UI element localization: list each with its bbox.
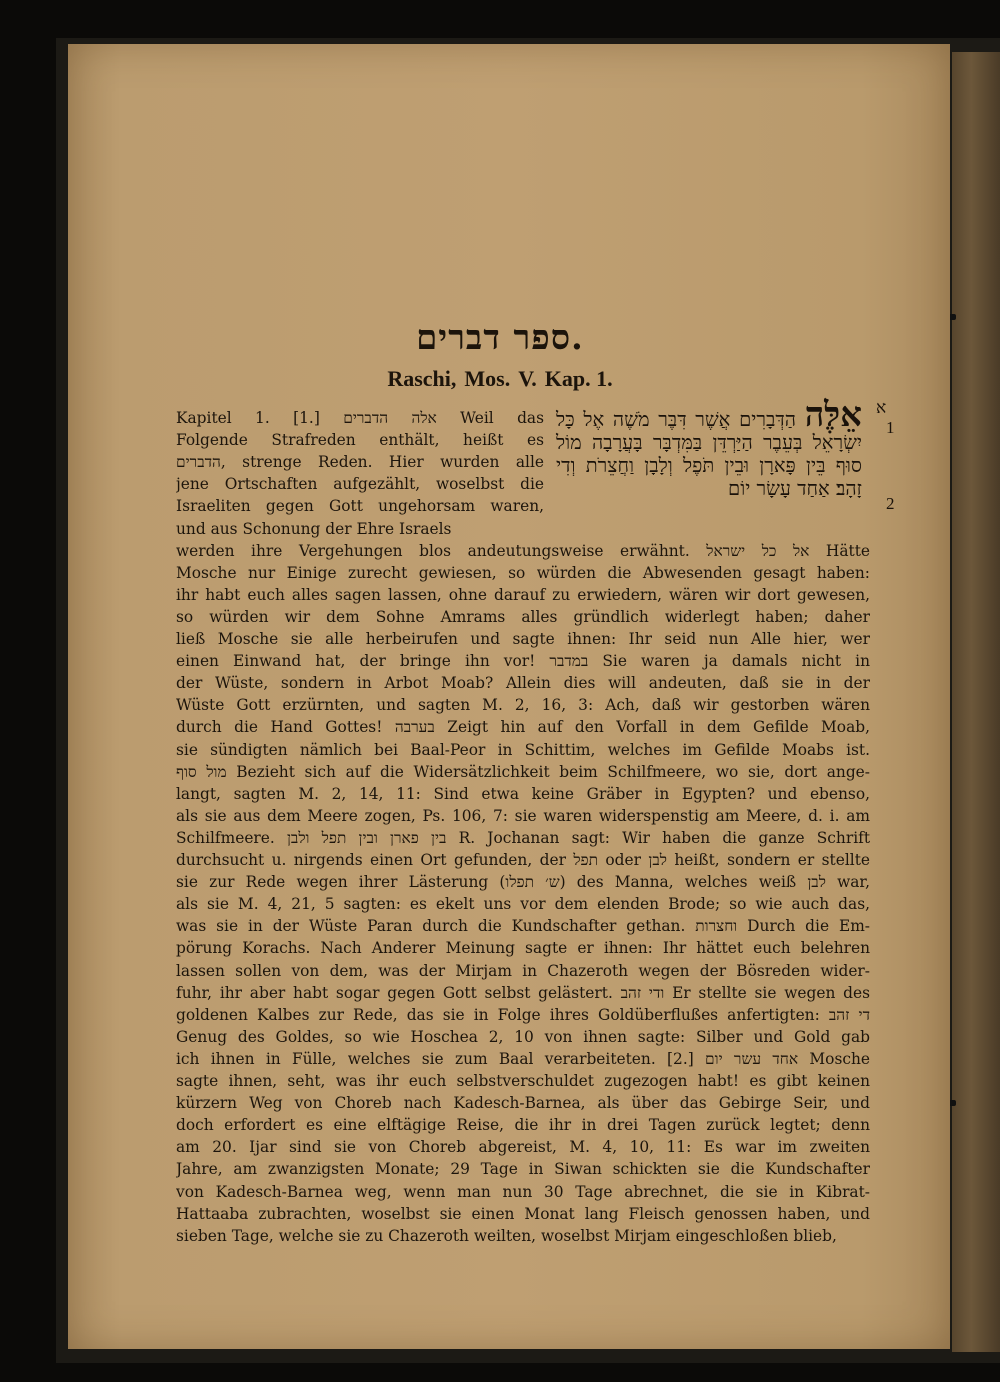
commentary-line: ließ Mosche sie alle herbeirufen und sagte ihnen: Ihr seid nun Alle hier, wer <box>176 630 870 648</box>
next-page-edge <box>952 52 1000 1352</box>
commentary-line: was sie in der Wüste Paran durch die Kundschafter gethan. וחצרות Durch die Em- <box>176 917 870 936</box>
commentary-line: jene Ortschaften aufgezählt, woselbst die <box>176 475 544 494</box>
hebrew-verse-text <box>556 395 862 500</box>
rashi-title-book: Mos. <box>464 366 511 391</box>
commentary-line: ich ihnen in Fülle, welches sie zum Baal verarbeiteten. [2.] אחד עשר יום Mosche <box>176 1049 870 1068</box>
book-title: ספר דברים. <box>416 318 584 358</box>
commentary-line: als sie aus dem Meere zogen, Ps. 106, 7: sie waren widerspenstig am Meere, d. i. am <box>176 806 870 825</box>
commentary-line: von Kadesch-Barnea weg, wenn man nun 30 Tage abrechnet, die sie in Kibrat- <box>176 1182 870 1201</box>
commentary-line: kürzern Weg von Choreb nach Kadesch-Barnea, als über das Gebirge Seir, und <box>176 1094 870 1113</box>
commentary-line: sie sündigten nämlich bei Baal-Peor in Schittim, welches im Gefilde Moabs ist. <box>176 740 870 759</box>
commentary-line: langt, sagten M. 2, 14, 11: Sind etwa keine Gräber in Egypten? und ebenso, <box>176 784 870 803</box>
commentary-line: goldenen Kalbes zur Rede, das sie in Folge ihres Goldüberflußes anfertigten: די זהב <box>176 1005 870 1024</box>
commentary-line: Genug des Goldes, so wie Hoschea 2, 10 von ihnen sagte: Silber und Gold gab <box>176 1027 870 1046</box>
commentary-line: sie zur Rede wegen ihrer Lästerung (ש׳ תפלו) des Manna, welches weiß לבן war, <box>176 873 870 892</box>
rashi-title <box>0 366 1000 392</box>
commentary-line: Wüste Gott erzürnten, und sagten M. 2, 16, 3: Ach, daß wir gestorben wären <box>176 696 870 715</box>
commentary-line: lassen sollen von dem, was der Mirjam in Chazeroth wegen der Bösreden wider- <box>176 961 870 980</box>
commentary-line: מול סוף Bezieht sich auf die Widersätzlichkeit beim Schilfmeere, wo sie, dort ange- <box>176 762 870 781</box>
commentary-line: als sie M. 4, 21, 5 sagten: es ekelt uns vor dem elenden Brode; so wie auch das, <box>176 895 870 914</box>
commentary-line: pörung Korachs. Nach Anderer Meinung sagte er ihnen: Ihr hättet euch belehren <box>176 939 870 958</box>
rashi-title-name: Raschi, <box>387 366 457 391</box>
commentary-line: am 20. Ijar sind sie von Choreb abgereist, M. 4, 10, 11: Es war im zweiten <box>176 1138 870 1157</box>
commentary-line: Israeliten gegen Gott ungehorsam waren, <box>176 497 544 516</box>
hebrew-first-word: אֵלֶּה <box>804 395 862 435</box>
rashi-title-chapter: Kap. 1. <box>544 366 613 391</box>
commentary-line: Mosche nur Einige zurecht gewiesen, so würden die Abwesenden gesagt haben: <box>176 563 870 582</box>
commentary-line: ihr habt euch alles sagen lassen, ohne darauf zu erwiedern, wären wir dort gewesen, <box>176 585 870 604</box>
commentary-line: werden ihre Vergehungen blos andeutungsweise erwähnt. אל כל ישראל Hätte <box>176 541 870 560</box>
verse-number-1: 1 <box>886 418 895 437</box>
commentary-line: Schilfmeere. בין פארן ובין תפל ולבן R. Jochanan sagt: Wir haben die ganze Schrift <box>176 828 870 847</box>
commentary-line: und aus Schonung der Ehre Israels <box>176 519 452 538</box>
commentary-line: sieben Tage, welche sie zu Chazeroth weilten, woselbst Mirjam eingeschloßen blieb, <box>176 1226 837 1245</box>
commentary-line: הדברים, strenge Reden. Hier wurden alle <box>176 453 544 472</box>
commentary-line: durch die Hand Gottes! בערבה Zeigt hin auf den Vorfall in dem Gefilde Moab, <box>176 718 870 737</box>
commentary-line: Hattaaba zubrachten, woselbst sie einen Monat lang Fleisch genossen haben, und <box>176 1204 870 1223</box>
rashi-title-volume: V. <box>518 366 537 391</box>
hebrew-verse-rest: הַדְּבָרִים אֲשֶׁר דִּבֶּר מֹשֶׁה אֶל כָּל יִשְׂרָאֵל בְּעֵבֶר הַיַּרְדֵּן בַּמִּדְבָּר בָּעֲרָבָה מוֹל סוּף בֵּין פָּארָן וּבֵין תֹּפֶל וְלָבָן וַחֲצֵרֹת וְדִי זָהָב׃ אַחַד עָשָׂר יוֹם <box>556 408 862 500</box>
commentary-line: Folgende Strafreden enthält, heißt es <box>176 431 544 450</box>
commentary-line: Jahre, am zwanzigsten Monate; 29 Tage in Siwan schickten sie die Kundschafter <box>176 1160 870 1179</box>
commentary-line: doch erfordert es eine elftägige Reise, die ihr in drei Tagen zurück legtet; denn <box>176 1116 870 1135</box>
commentary-line: durchsucht u. nirgends einen Ort gefunden, der תפל oder לבן heißt, sondern er stellte <box>176 851 870 869</box>
commentary-line: so würden wir dem Sohne Amrams alles gründlich widerlegt haben; daher <box>176 607 870 626</box>
commentary-line: sagte ihnen, seht, was ihr euch selbstverschuldet zugezogen habt! es gibt keinen <box>176 1072 870 1090</box>
commentary-line: fuhr, ihr aber habt sogar gegen Gott selbst gelästert. ודי זהב Er stellte sie wegen des <box>176 983 870 1002</box>
chapter-marker: א <box>876 398 887 418</box>
commentary-line: einen Einwand hat, der bringe ihn vor! במדבר Sie waren ja damals nicht in <box>176 652 870 671</box>
verse-number-2: 2 <box>886 494 895 513</box>
commentary-line: Kapitel 1. [1.] אלה הדברים Weil das <box>176 409 544 427</box>
commentary-line: der Wüste, sondern in Arbot Moab? Allein dies will andeuten, daß sie in der <box>176 674 870 693</box>
